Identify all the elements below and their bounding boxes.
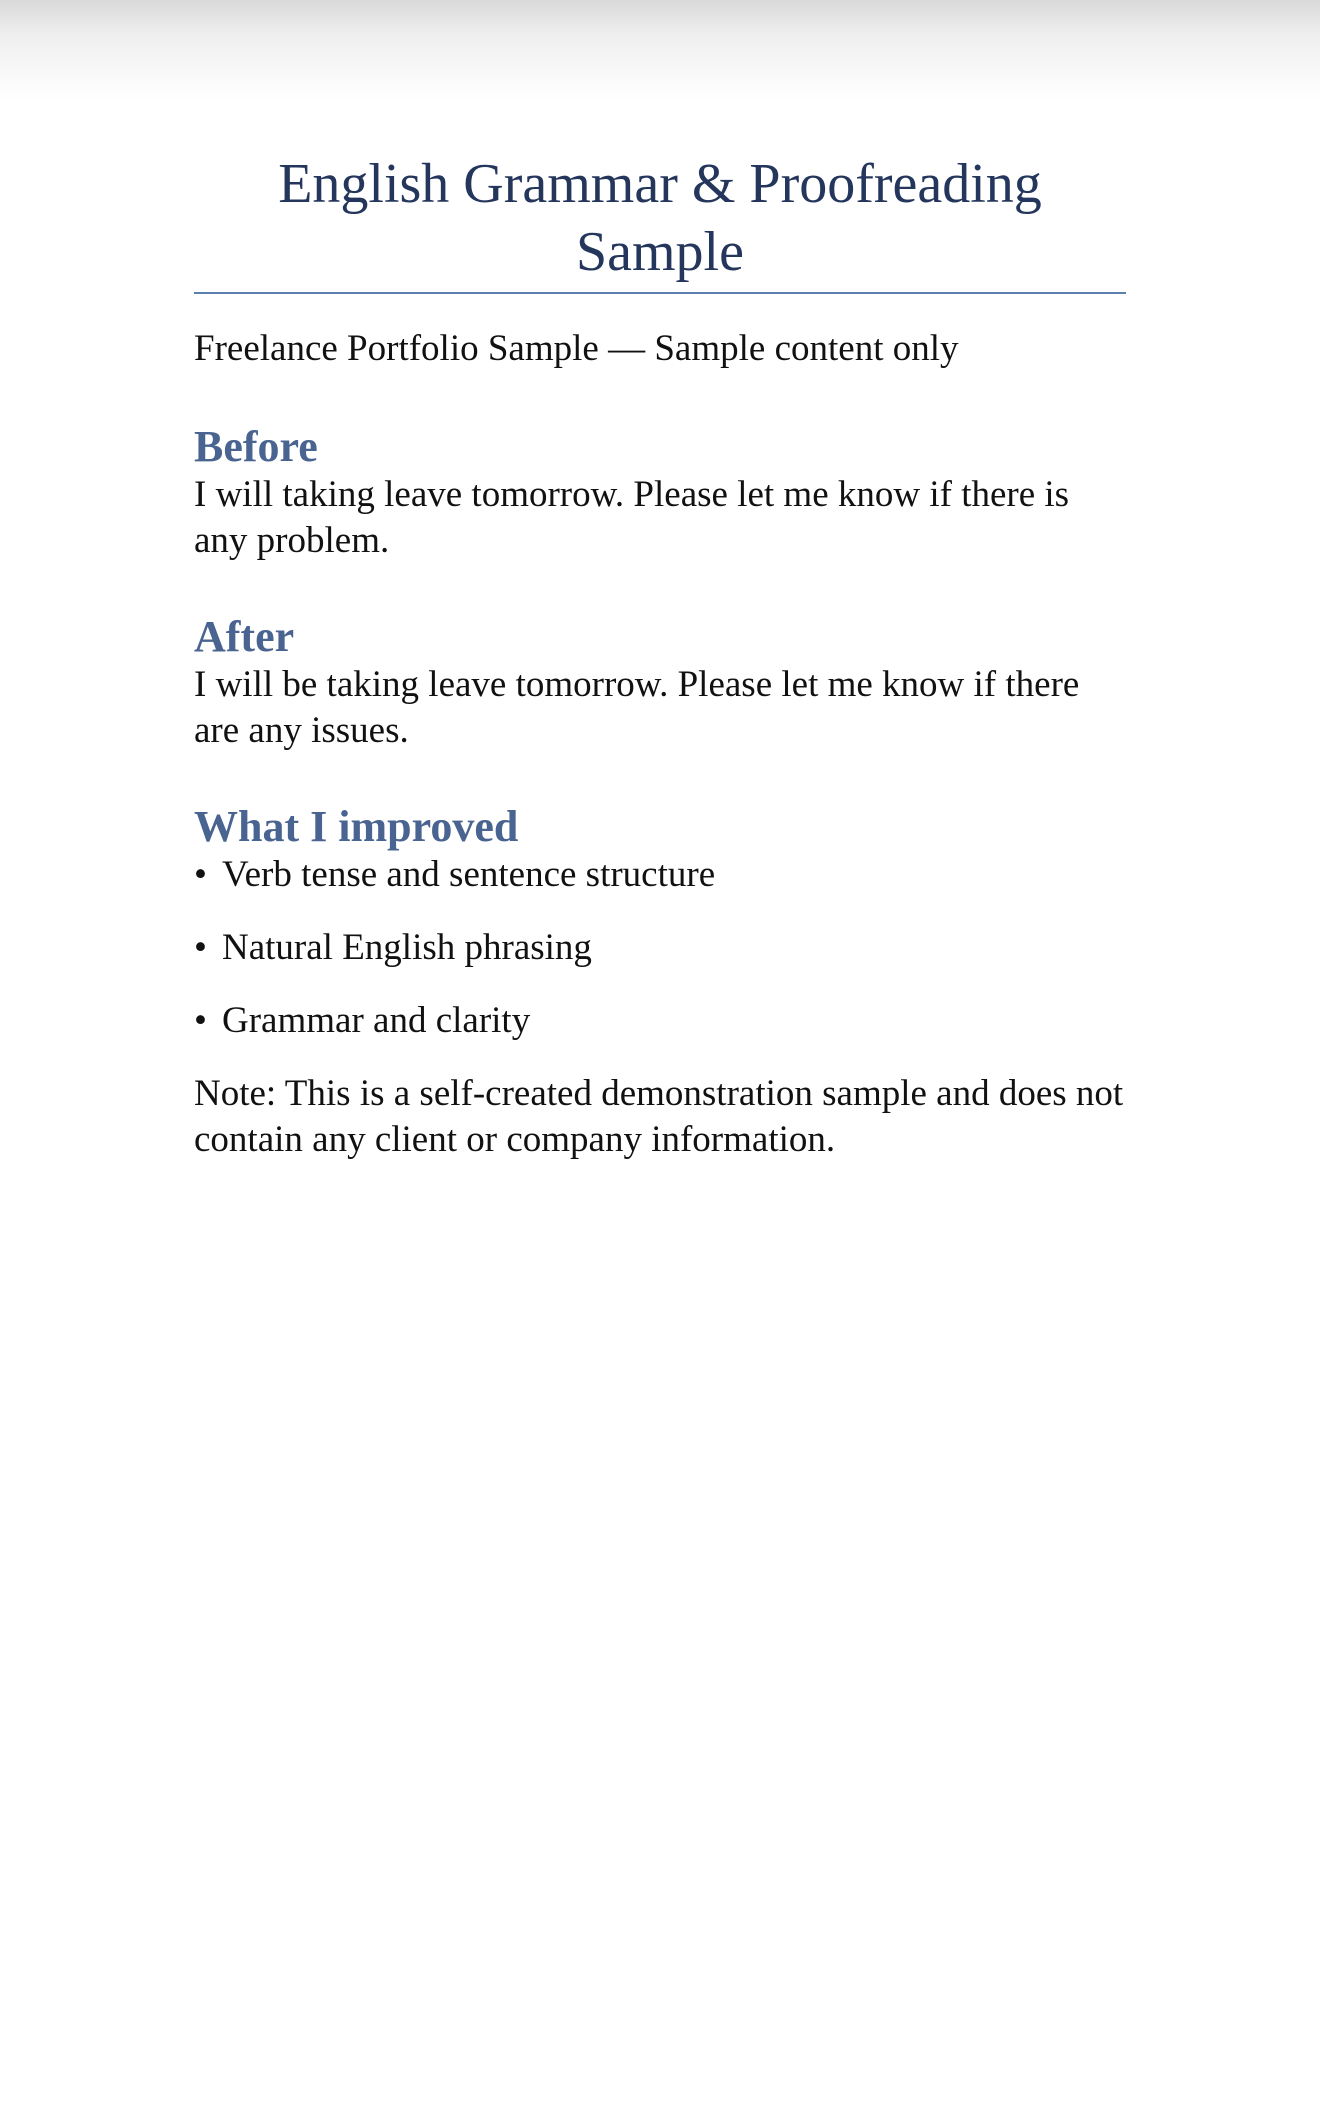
list-item-text: Grammar and clarity	[222, 1000, 531, 1041]
document-title-line-2: Sample	[576, 221, 744, 283]
after-text: I will be taking leave tomorrow. Please let me know if there are any issues.	[194, 664, 1080, 751]
document-subtitle: Freelance Portfolio Sample — Sample content only	[194, 328, 959, 369]
after-heading: After	[194, 612, 295, 661]
document-title	[194, 150, 1126, 294]
list-item-text: Natural English phrasing	[222, 927, 592, 968]
list-item	[194, 998, 1126, 1044]
list-item-text: Verb tense and sentence structure	[222, 854, 716, 895]
improvements-heading: What I improved	[194, 802, 519, 851]
list-item	[194, 925, 1126, 971]
before-heading: Before	[194, 422, 318, 471]
bullet-icon: •	[194, 1000, 207, 1041]
document-title-line-1: English Grammar & Proofreading	[278, 153, 1042, 215]
bullet-icon: •	[194, 854, 207, 895]
top-shadow	[0, 0, 1320, 100]
list-item	[194, 852, 1126, 898]
document-page	[194, 150, 1126, 1163]
disclaimer-note: Note: This is a self-created demonstration sample and does not contain any client or company information.	[194, 1073, 1124, 1160]
before-text: I will taking leave tomorrow. Please let me know if there is any problem.	[194, 474, 1070, 561]
bullet-icon: •	[194, 927, 207, 968]
improvements-list	[194, 852, 1126, 1044]
